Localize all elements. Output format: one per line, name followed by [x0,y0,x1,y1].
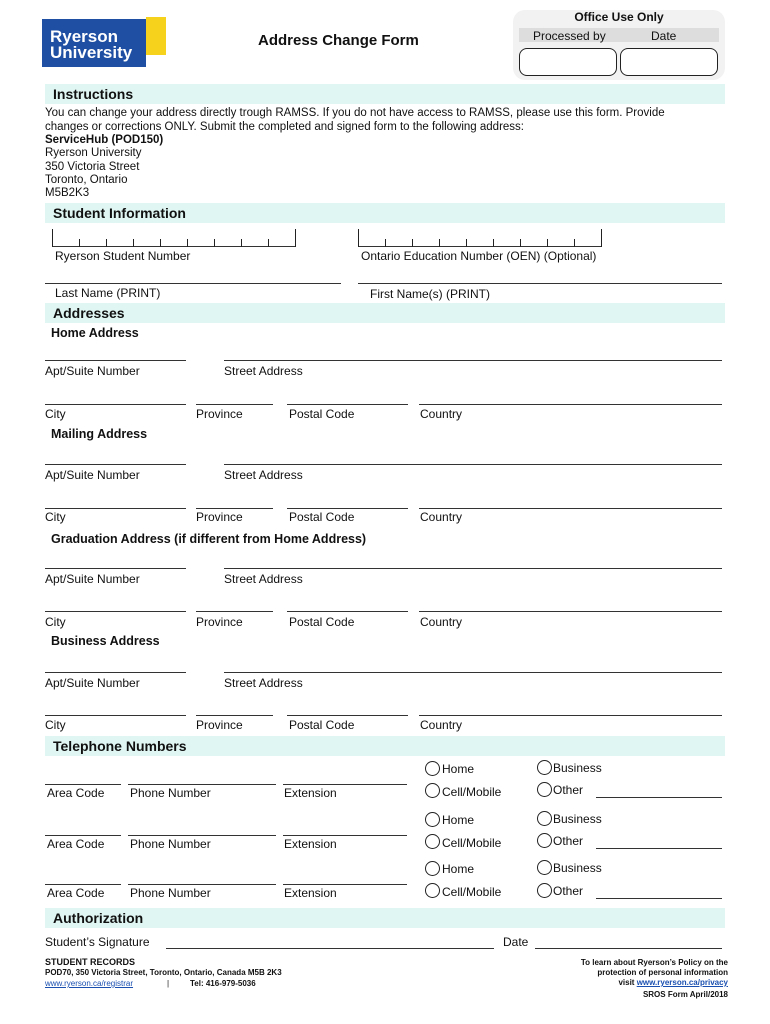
business-postal-label: Postal Code [289,718,355,732]
home-province-label: Province [196,407,243,421]
logo-line2: University [50,43,133,62]
registrar-link[interactable]: www.ryerson.ca/registrar [45,979,134,988]
home-postal-label: Postal Code [289,407,355,421]
phone3-cell-radio[interactable] [425,883,440,898]
graduation-city-label: City [45,615,66,629]
processed-by-field[interactable] [519,48,617,76]
phone1-home-label: Home [442,762,475,776]
ryerson-number-field[interactable] [52,229,296,247]
phone1-business-label: Business [553,761,602,775]
graduation-postal-field[interactable] [287,611,408,612]
office-use-box [513,10,725,80]
phone3-other-label: Other [553,884,584,898]
home-city-field[interactable] [45,404,186,405]
graduation-country-label: Country [420,615,463,629]
office-date-label: Date [651,29,677,43]
phone3-ext-label: Extension [284,886,337,900]
phone2-ext-label: Extension [284,837,337,851]
policy-visit: visit [618,978,637,987]
form-title: Address Change Form [258,32,419,49]
phone1-ext-field[interactable] [283,784,407,785]
mailing-postal-field[interactable] [287,508,408,509]
graduation-street-field[interactable] [224,568,722,569]
telephone-heading: Telephone Numbers [53,738,187,754]
graduation-street-label: Street Address [224,572,303,586]
instructions-line6: Toronto, Ontario [45,174,128,186]
phone2-area-field[interactable] [45,835,121,836]
business-city-label: City [45,718,66,732]
instructions-line3: ServiceHub (POD150) [45,134,164,146]
graduation-province-label: Province [196,615,243,629]
ryerson-number-label: Ryerson Student Number [55,249,191,263]
business-province-field[interactable] [196,715,273,716]
logo-blue-box [42,19,146,67]
phone1-cell-radio[interactable] [425,783,440,798]
mailing-city-label: City [45,510,66,524]
home-country-label: Country [420,407,463,421]
home-apt-field[interactable] [45,360,186,361]
instructions-band [45,84,725,104]
business-province-label: Province [196,718,243,732]
instructions-line4: Ryerson University [45,147,142,159]
phone3-home-radio[interactable] [425,861,440,876]
phone1-ext-label: Extension [284,786,337,800]
mailing-province-label: Province [196,510,243,524]
phone3-business-radio[interactable] [537,860,552,875]
business-apt-label: Apt/Suite Number [45,676,140,690]
business-postal-field[interactable] [287,715,408,716]
first-name-label: First Name(s) (PRINT) [370,287,490,301]
business-street-field[interactable] [224,672,722,673]
phone2-home-label: Home [442,813,475,827]
office-date-field[interactable] [620,48,718,76]
mailing-country-field[interactable] [419,508,722,509]
phone2-cell-label: Cell/Mobile [442,836,502,850]
phone2-business-label: Business [553,812,602,826]
instructions-line7: M5B2K3 [45,187,90,199]
signature-field[interactable] [166,948,494,949]
phone3-area-field[interactable] [45,884,121,885]
mailing-street-field[interactable] [224,464,722,465]
footer-separator: | [167,979,170,988]
phone1-area-field[interactable] [45,784,121,785]
business-country-field[interactable] [419,715,722,716]
phone2-other-field[interactable] [596,848,722,849]
instructions-line2: changes or corrections ONLY. Submit the completed and signed form to the following address: [45,121,525,133]
phone1-number-field[interactable] [128,784,276,785]
mailing-postal-label: Postal Code [289,510,355,524]
logo-yellow-bar [146,17,166,55]
home-address-heading: Home Address [51,326,139,340]
home-street-field[interactable] [224,360,722,361]
phone2-other-radio[interactable] [537,833,552,848]
mailing-country-label: Country [420,510,463,524]
footer-dept: STUDENT RECORDS [45,957,136,967]
form-id: SROS Form April/2018 [642,990,728,999]
graduation-postal-label: Postal Code [289,615,355,629]
ryerson-logo [42,17,162,67]
graduation-city-field[interactable] [45,611,186,612]
mailing-city-field[interactable] [45,508,186,509]
graduation-country-field[interactable] [419,611,722,612]
student-heading: Student Information [53,205,186,221]
footer-tel: Tel: 416-979-5036 [190,979,256,988]
addresses-band [45,303,725,323]
graduation-apt-label: Apt/Suite Number [45,572,140,586]
mailing-apt-field[interactable] [45,464,186,465]
phone3-other-radio[interactable] [537,883,552,898]
phone1-other-label: Other [553,783,584,797]
instructions-heading: Instructions [53,86,134,102]
phone1-cell-label: Cell/Mobile [442,785,502,799]
last-name-label: Last Name (PRINT) [55,286,161,300]
instructions-line1: You can change your address directly trough RAMSS. If you do not have access to RAMSS, please use this form. Provide [45,107,665,119]
telephone-band [45,736,725,756]
phone3-business-label: Business [553,861,602,875]
phone3-cell-label: Cell/Mobile [442,885,502,899]
authorization-band [45,908,725,928]
auth-date-field[interactable] [535,948,722,949]
graduation-province-field[interactable] [196,611,273,612]
logo-line1: Ryerson [50,27,119,46]
business-street-label: Street Address [224,676,303,690]
instructions-line5: 350 Victoria Street [45,161,140,173]
phone3-number-label: Phone Number [130,886,211,900]
first-name-field[interactable] [358,283,722,284]
policy-line1: To learn about Ryerson’s Policy on the [580,958,728,967]
student-band [45,203,725,223]
signature-label: Student’s Signature [45,935,150,949]
home-street-label: Street Address [224,364,303,378]
footer-address: POD70, 350 Victoria Street, Toronto, Ontario, Canada M5B 2K3 [45,968,282,977]
phone1-business-radio[interactable] [537,760,552,775]
business-address-heading: Business Address [51,634,160,648]
policy-line2: protection of personal information [597,968,728,977]
phone2-business-radio[interactable] [537,811,552,826]
phone1-home-radio[interactable] [425,761,440,776]
phone3-other-field[interactable] [596,898,722,899]
home-city-label: City [45,407,66,421]
phone3-number-field[interactable] [128,884,276,885]
phone3-home-label: Home [442,862,475,876]
business-city-field[interactable] [45,715,186,716]
phone2-number-field[interactable] [128,835,276,836]
phone2-home-radio[interactable] [425,812,440,827]
policy-line3 [520,978,728,987]
business-country-label: Country [420,718,463,732]
business-apt-field[interactable] [45,672,186,673]
home-apt-label: Apt/Suite Number [45,364,140,378]
oen-field[interactable] [358,229,602,247]
oen-label: Ontario Education Number (OEN) (Optional) [361,249,597,263]
processed-by-label: Processed by [533,29,606,43]
mailing-province-field[interactable] [196,508,273,509]
phone1-number-label: Phone Number [130,786,211,800]
addresses-heading: Addresses [53,305,125,321]
authorization-heading: Authorization [53,910,144,926]
mailing-street-label: Street Address [224,468,303,482]
phone1-other-radio[interactable] [537,782,552,797]
privacy-link[interactable]: www.ryerson.ca/privacy [636,978,728,987]
home-province-field[interactable] [196,404,273,405]
phone3-ext-field[interactable] [283,884,407,885]
phone2-other-label: Other [553,834,584,848]
phone2-cell-radio[interactable] [425,834,440,849]
graduation-address-heading: Graduation Address (if different from Home Address) [51,532,367,546]
graduation-apt-field[interactable] [45,568,186,569]
last-name-field[interactable] [45,283,341,284]
mailing-apt-label: Apt/Suite Number [45,468,140,482]
office-use-heading: Office Use Only [574,10,664,24]
mailing-address-heading: Mailing Address [51,427,148,441]
phone3-area-label: Area Code [47,886,105,900]
home-country-field[interactable] [419,404,722,405]
phone1-other-field[interactable] [596,797,722,798]
phone2-area-label: Area Code [47,837,105,851]
phone2-number-label: Phone Number [130,837,211,851]
home-postal-field[interactable] [287,404,408,405]
phone1-area-label: Area Code [47,786,105,800]
auth-date-label: Date [503,935,529,949]
phone2-ext-field[interactable] [283,835,407,836]
